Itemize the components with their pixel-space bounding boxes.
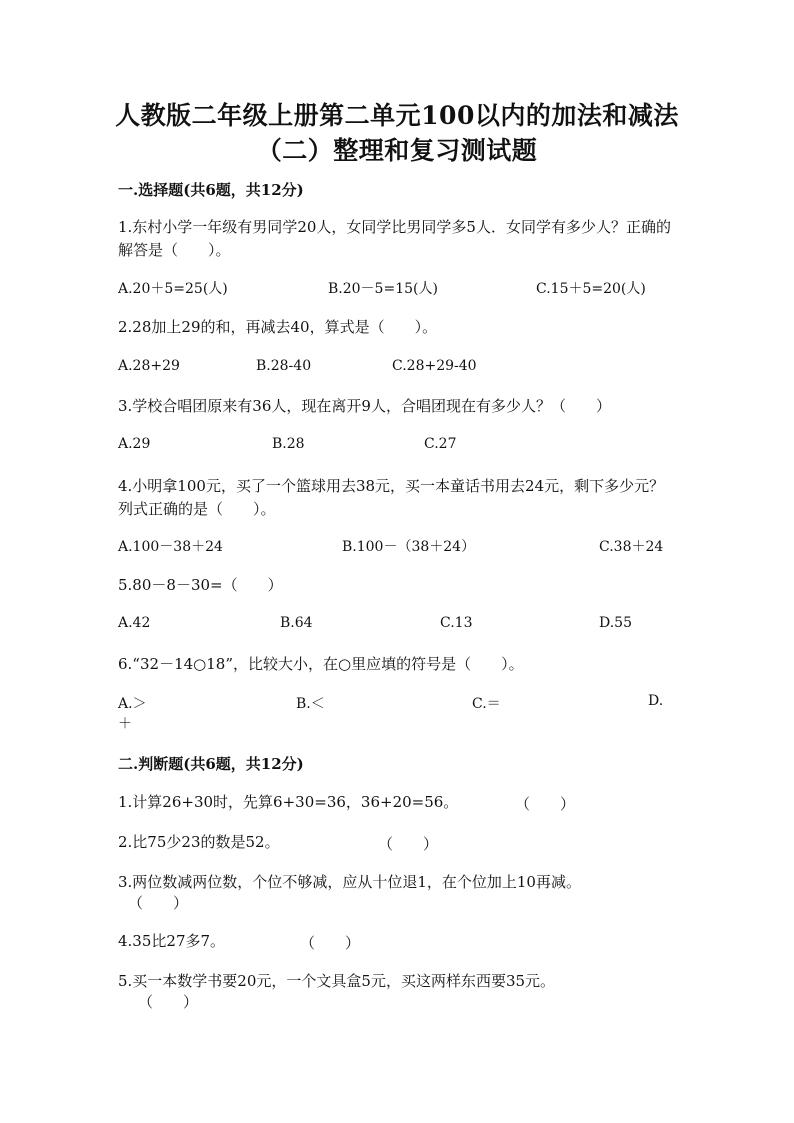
judge-3-blank: （ ） [128,894,189,912]
q2-option-a: A.28+29 [118,358,180,374]
judge-4-blank: （ ） [300,934,361,952]
judge-question-5: 5.买一本数学书要20元，一个文具盒5元，买这两样东西要35元。 [118,972,556,990]
q1-option-c: C.15＋5=20(人) [536,281,646,297]
q5-option-a: A.42 [118,615,151,631]
q3-option-c: C.27 [424,436,457,452]
choice-question-5: 5.80－8－30=（ ） [118,576,283,594]
judge-question-4: 4.35比27多7。 [118,932,226,950]
judge-2-blank: （ ） [378,835,439,853]
judge-question-1: 1.计算26+30时，先算6+30=36，36+20=56。 [118,793,459,811]
q6-option-d-symbol: ＋ [118,716,132,732]
judge-5-blank: （ ） [138,993,199,1011]
q1-option-a: A.20＋5=25(人) [118,281,228,297]
q3-option-a: A.29 [118,436,151,452]
judge-question-3: 3.两位数减两位数，个位不够减，应从十位退1，在个位加上10再减。 [118,873,581,891]
section1-heading: 一.选择题(共6题，共12分) [118,181,304,199]
choice-question-6: 6.“32－14○18”，比较大小，在○里应填的符号是（ ）。 [118,655,524,673]
q1-option-b: B.20－5=15(人) [328,281,438,297]
judge-1-blank: （ ） [515,795,576,813]
choice-question-2: 2.28加上29的和，再减去40，算式是（ ）。 [118,318,438,336]
judge-question-2: 2.比75少23的数是52。 [118,833,280,851]
page-title-line2: （二）整理和复习测试题 [256,136,538,165]
q6-option-a: A.＞ [118,696,147,712]
q2-option-b: B.28-40 [256,358,312,374]
section2-heading: 二.判断题(共6题，共12分) [118,755,304,773]
choice-question-4: 4.小明拿100元，买了一个篮球用去38元，买一本童话书用去24元，剩下多少元？列式正确的是（ ）。 [118,477,665,518]
q5-option-c: C.13 [440,615,473,631]
q2-option-c: C.28+29-40 [392,358,477,374]
q3-option-b: B.28 [272,436,305,452]
q6-option-b: B.＜ [296,696,325,712]
choice-question-3: 3.学校合唱团原来有36人，现在离开9人，合唱团现在有多少人？（ ） [118,397,611,415]
q6-option-c: C.＝ [472,696,501,712]
q6-option-d: D. [648,693,664,709]
q5-option-d: D.55 [599,615,632,631]
q5-option-b: B.64 [280,615,313,631]
q4-option-a: A.100－38＋24 [118,539,223,555]
page-title-line1: 人教版二年级上册第二单元100以内的加法和减法 [115,101,679,130]
q4-option-c: C.38＋24 [599,539,664,555]
q4-option-b: B.100－（38＋24） [342,539,476,555]
choice-question-1: 1.东村小学一年级有男同学20人，女同学比男同学多5人．女同学有多少人？正确的解答是（ ）。 [118,218,671,259]
